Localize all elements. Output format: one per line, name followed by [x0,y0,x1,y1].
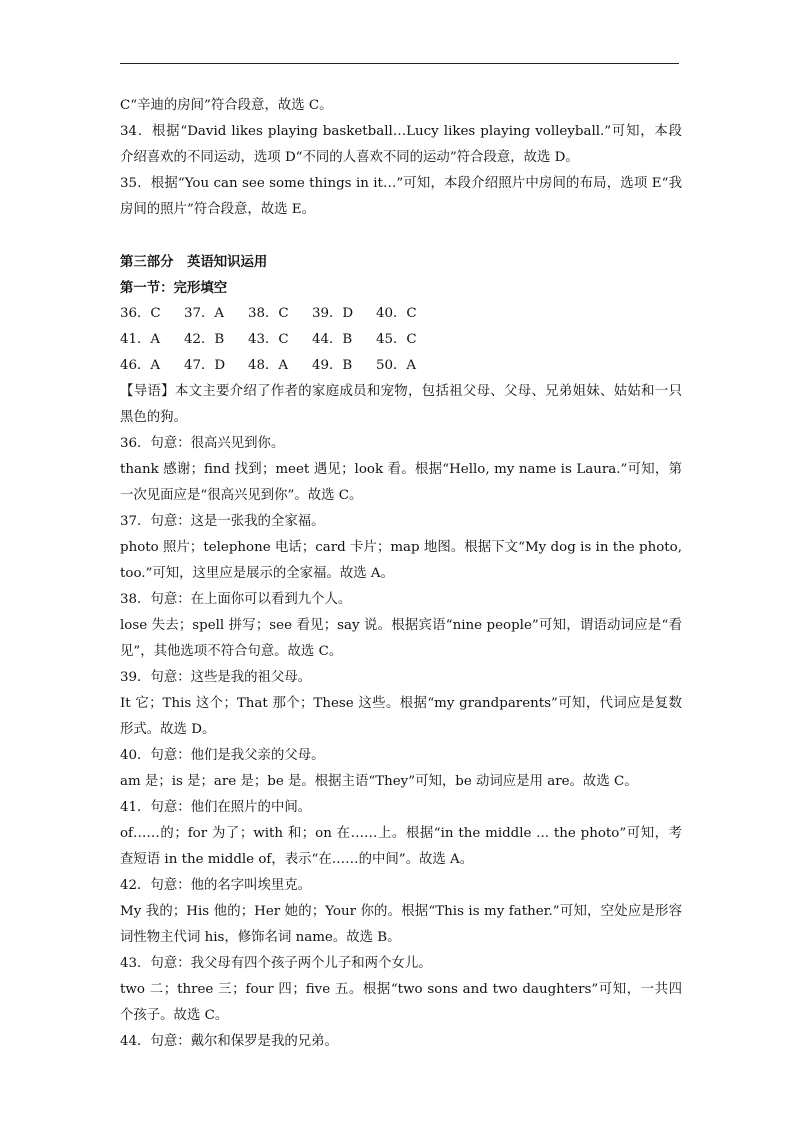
section-title: 第三部分 英语知识运用 [120,254,268,270]
explanation: It 它；This 这个；That 那个；These 这些。根据“my grandparents”可知，代词应是复数形式。故选 D。 [120,696,682,737]
answer-item: 36．C [120,306,161,321]
sentence-meaning: 37．句意：这是一张我的全家福。 [120,514,325,529]
answer-item: 44．B [312,332,353,347]
sentence-meaning: 41．句意：他们在照片的中间。 [120,800,312,815]
answer-item: 47．D [184,358,226,373]
answer-item: 40．C [376,306,417,321]
answer-row [120,327,682,353]
explanation: of……的；for 为了；with 和；on 在……上。根据“in the middle ... the photo”可知，考查短语 in the middle of，表示“在……的中间”。故选 A。 [120,826,682,867]
answer-item: 42．B [184,332,225,347]
answer-row [120,301,682,327]
explanation: lose 失去；spell 拼写；see 看见；say 说。根据宾语“nine people”可知，谓语动词应是“看见”，其他选项不符合句意。故选 C。 [120,618,682,659]
text-line: 35．根据“You can see some things in it…”可知，本段介绍照片中房间的布局，选项 E“我房间的照片”符合段意，故选 E。 [120,176,682,217]
sentence-meaning: 43．句意：我父母有四个孩子两个儿子和两个女儿。 [120,956,432,971]
answer-item: 48．A [248,358,289,373]
text-line: C“辛迪的房间”符合段意，故选 C。 [120,98,333,113]
spacer [120,223,682,249]
answer-item: 37．A [184,306,225,321]
explanation: My 我的；His 他的；Her 她的；Your 你的。根据“This is my father.”可知，空处应是形容词性物主代词 his，修饰名词 name。故选 B。 [120,904,682,945]
sentence-meaning: 36．句意：很高兴见到你。 [120,436,285,451]
answer-item: 49．B [312,358,353,373]
explanation: two 二；three 三；four 四；five 五。根据“two sons and two daughters”可知，一共四个孩子。故选 C。 [120,982,682,1023]
document-body [120,93,682,1055]
answer-item: 43．C [248,332,289,347]
answer-item: 38．C [248,306,289,321]
explanation: photo 照片；telephone 电话；card 卡片；map 地图。根据下文“My dog is in the photo, too.”可知，这里应是展示的全家福。故选 A。 [120,540,682,581]
explanation: am 是；is 是；are 是；be 是。根据主语“They”可知，be 动词应是用 are。故选 C。 [120,774,638,789]
answer-item: 45．C [376,332,417,347]
answer-item: 39．D [312,306,354,321]
sentence-meaning: 39．句意：这些是我的祖父母。 [120,670,312,685]
answer-item: 46．A [120,358,161,373]
header-rule [120,63,679,64]
text-line: 34．根据“David likes playing basketball…Lucy likes playing volleyball.”可知，本段介绍喜欢的不同运动，选项 D“不同的人喜欢不同的运动”符合段意，故选 D。 [120,124,682,165]
answer-item: 41．A [120,332,161,347]
answer-row [120,353,682,379]
sentence-meaning: 40．句意：他们是我父亲的父母。 [120,748,325,763]
sentence-meaning: 44．句意：戴尔和保罗是我的兄弟。 [120,1034,338,1049]
intro-text: 【导语】本文主要介绍了作者的家庭成员和宠物，包括祖父母、父母、兄弟姐妹、姑姑和一只黑色的狗。 [120,384,682,425]
subsection-title: 第一节：完形填空 [120,280,228,296]
answer-item: 50．A [376,358,417,373]
explanation: thank 感谢；find 找到；meet 遇见；look 看。根据“Hello, my name is Laura.”可知，第一次见面应是“很高兴见到你”。故选 C。 [120,462,682,503]
sentence-meaning: 38．句意：在上面你可以看到九个人。 [120,592,352,607]
sentence-meaning: 42．句意：他的名字叫埃里克。 [120,878,312,893]
